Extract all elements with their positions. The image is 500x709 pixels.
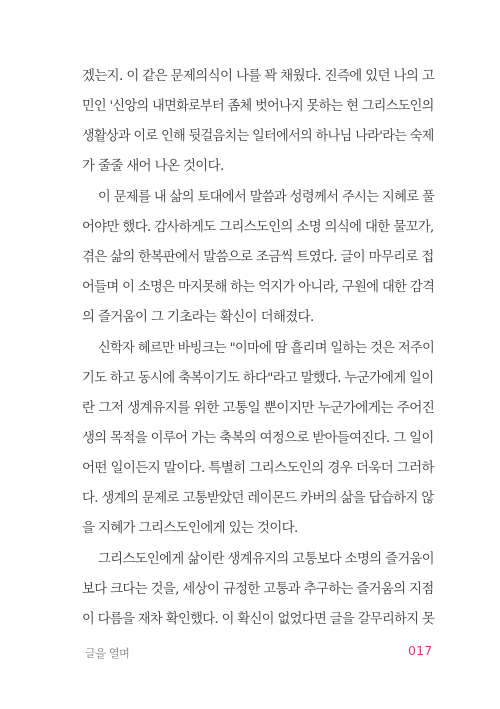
text-line: 란 그저 생계유지를 위한 고통일 뿐이지만 누군가에게는 주어진 <box>82 401 435 416</box>
text-line: 어떤 일이든지 말이다. 특별히 그리스도인의 경우 더욱더 그러하 <box>82 461 434 476</box>
text-line-indent: 신학자 헤르만 바빙크는 "이마에 땀 흘리며 일하는 것은 저주이 <box>98 341 435 356</box>
text-line: 겠는지. 이 같은 문제의식이 나를 꽉 채웠다. 진즉에 있던 나의 고 <box>82 69 435 84</box>
page-number: 017 <box>408 643 433 658</box>
text-line: 기도 하고 동시에 축복이기도 하다"라고 말했다. 누군가에게 일이 <box>82 371 434 386</box>
text-line-indent: 이 문제를 내 삶의 토대에서 말씀과 성령께서 주시는 지혜로 풀 <box>98 190 435 205</box>
text-line: 을 지혜가 그리스도인에게 있는 것이다. <box>82 521 298 536</box>
text-line: 어야만 했다. 감사하게도 그리스도인의 소명 의식에 대한 물꼬가, <box>82 220 434 235</box>
text-line: 겪은 삶의 한복판에서 말씀으로 조금씩 트였다. 글이 마무리로 접 <box>82 250 434 265</box>
text-line: 의 즐거움이 그 기초라는 확신이 더해졌다. <box>82 310 314 325</box>
text-line: 보다 크다는 것을, 세상이 규정한 고통과 추구하는 즐거움의 지점 <box>82 582 434 597</box>
text-line: 어들며 이 소명은 마지못해 하는 억지가 아니라, 구원에 대한 감격 <box>82 280 435 295</box>
text-line: 다. 생계의 문제로 고통받았던 레이몬드 카버의 삶을 답습하지 않 <box>82 491 434 506</box>
text-line: 생활상과 이로 인해 뒷걸음치는 일터에서의 하나님 나라'라는 숙제 <box>82 129 434 144</box>
text-line: 가 줄줄 새어 나온 것이다. <box>82 159 224 174</box>
text-line: 민인 '신앙의 내면화로부터 좀체 벗어나지 못하는 현 그리스도인의 <box>82 99 434 114</box>
text-line: 이 다름을 재차 확인했다. 이 확신이 없었다면 글을 갈무리하지 못 <box>82 612 435 627</box>
running-footer-title: 글을 열며 <box>85 647 130 660</box>
text-line: 생의 목적을 이루어 가는 축복의 여정으로 받아들여진다. 그 일이 <box>82 431 434 446</box>
text-line-indent: 그리스도인에게 삶이란 생계유지의 고통보다 소명의 즐거움이 <box>98 552 435 567</box>
